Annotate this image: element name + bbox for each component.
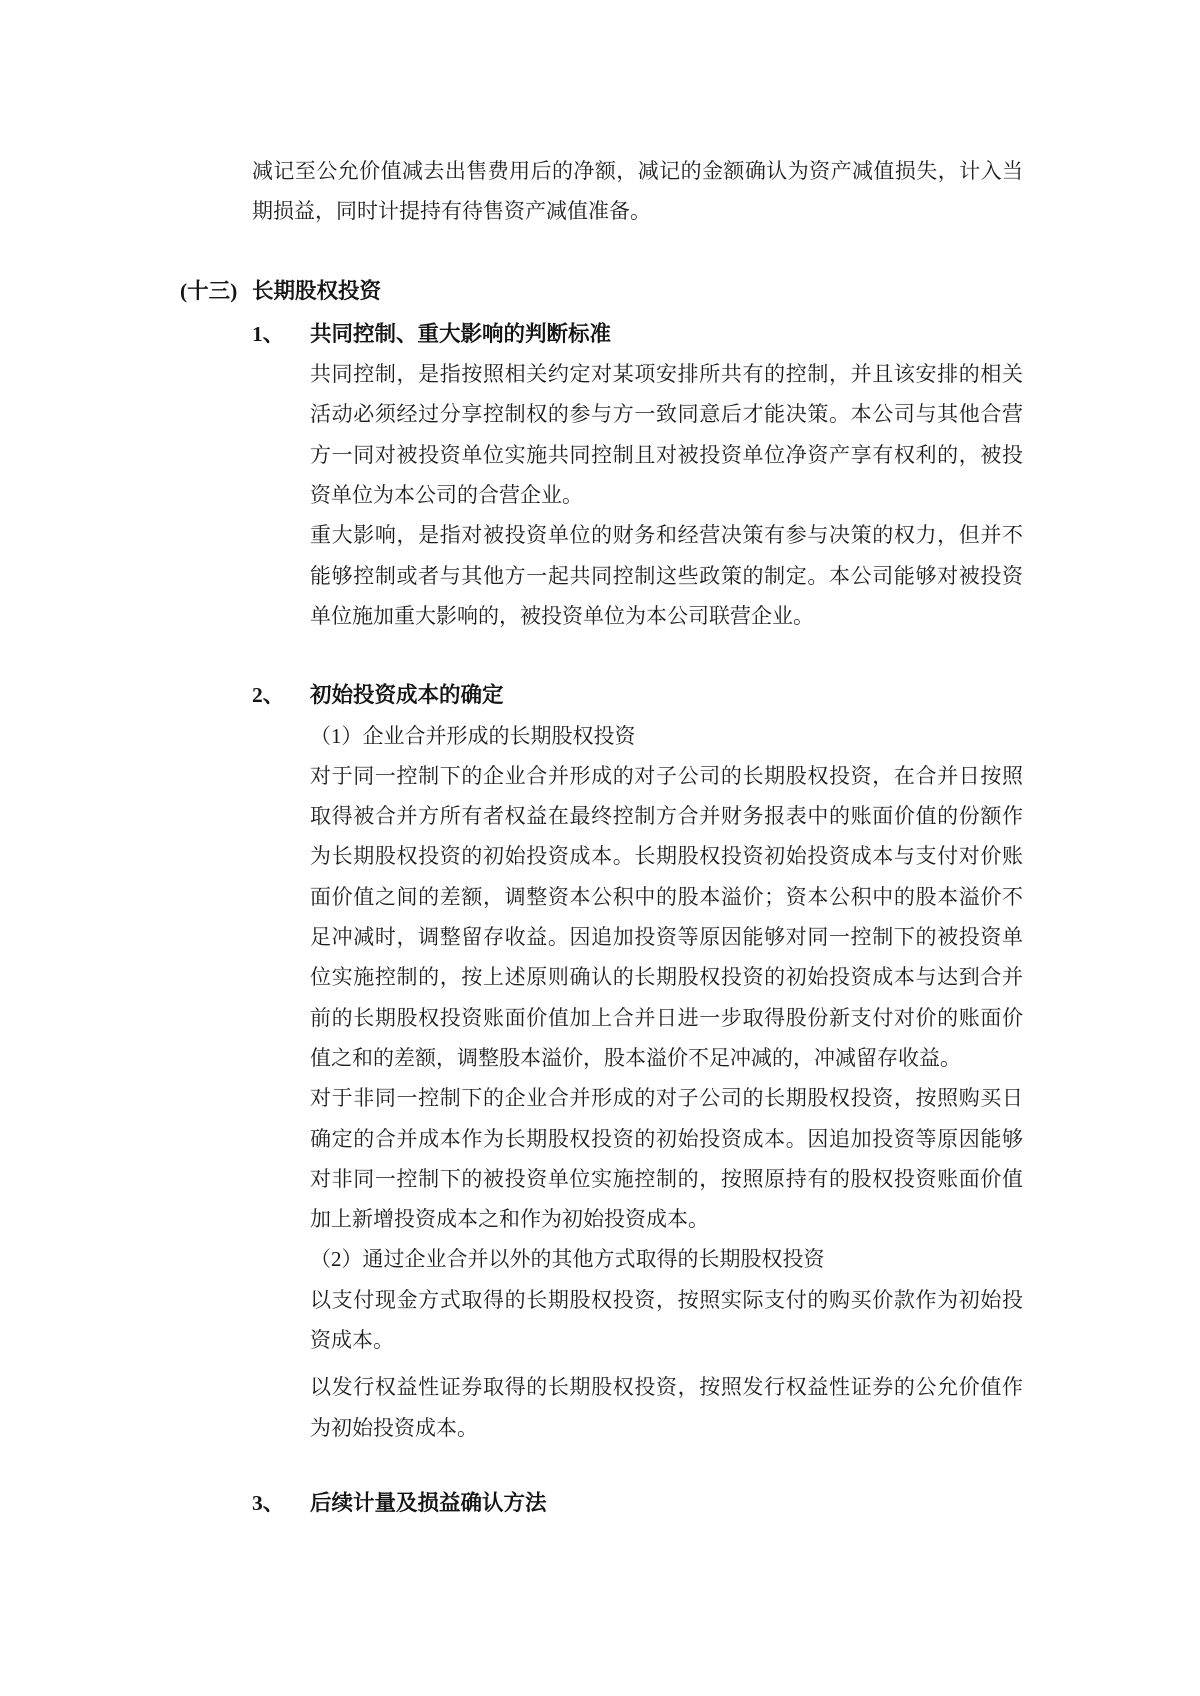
section-13-heading — [180, 271, 1023, 311]
significant-influence-paragraph: 重大影响，是指对被投资单位的财务和经营决策有参与决策的权力，但并不能够控制或者与其他方一起共同控制这些政策的制定。本公司能够对被投资单位施加重大影响的，被投资单位为本公司联营企业。 — [310, 523, 1023, 628]
subsection-3-heading — [252, 1483, 1023, 1523]
subsection-2-number: 2、 — [252, 683, 285, 708]
same-control-merger-paragraph: 对于同一控制下的企业合并形成的对子公司的长期股权投资，在合并日按照取得被合并方所有者权益在最终控制方合并财务报表中的账面价值的份额作为长期股权投资的初始投资成本。长期股权投资初始投资成本与支付对价账面价值之间的差额，调整资本公积中的股本溢价；资本公积中的股本溢价不足冲减时，调整留存收益。因追加投资等原因能够对同一控制下的被投资单位实施控制的，按上述原则确认的长期股权投资的初始投资成本与达到合并前的长期股权投资账面价值加上合并日进一步取得股份新支付对价的账面价值之和的差额，调整股本溢价，股本溢价不足冲减的，冲减留存收益。 — [310, 763, 1023, 1070]
section-13-number: (十三) — [180, 278, 238, 303]
subsection-1-number: 1、 — [252, 321, 285, 346]
cash-acquisition-paragraph: 以支付现金方式取得的长期股权投资，按照实际支付的购买价款作为初始投资成本。 — [310, 1287, 1023, 1353]
item-1-heading: （1）企业合并形成的长期股权投资 — [310, 723, 636, 748]
subsection-2-heading — [252, 675, 1023, 715]
section-13-title: 长期股权投资 — [252, 278, 382, 303]
intro-paragraph: 减记至公允价值减去出售费用后的净额，减记的金额确认为资产减值损失，计入当期损益，同时计提持有待售资产减值准备。 — [252, 159, 1023, 224]
subsection-2-title: 初始投资成本的确定 — [310, 683, 504, 708]
item-2-heading: （2）通过企业合并以外的其他方式取得的长期股权投资 — [310, 1247, 825, 1272]
equity-securities-paragraph: 以发行权益性证券取得的长期股权投资，按照发行权益性证券的公允价值作为初始投资成本。 — [310, 1375, 1023, 1440]
subsection-1-title: 共同控制、重大影响的判断标准 — [310, 321, 612, 346]
subsection-3-title: 后续计量及损益确认方法 — [310, 1490, 547, 1515]
subsection-1-heading — [252, 314, 1023, 354]
non-same-control-merger-paragraph: 对于非同一控制下的企业合并形成的对子公司的长期股权投资，按照购买日确定的合并成本作为长期股权投资的初始投资成本。因追加投资等原因能够对非同一控制下的被投资单位实施控制的，按照原持有的股权投资账面价值加上新增投资成本之和作为初始投资成本。 — [310, 1086, 1023, 1232]
joint-control-paragraph: 共同控制，是指按照相关约定对某项安排所共有的控制，并且该安排的相关活动必须经过分享控制权的参与方一致同意后才能决策。本公司与其他合营方一同对被投资单位实施共同控制且对被投资单位净资产享有权利的，被投资单位为本公司的合营企业。 — [310, 362, 1023, 508]
subsection-3-number: 3、 — [252, 1490, 285, 1515]
